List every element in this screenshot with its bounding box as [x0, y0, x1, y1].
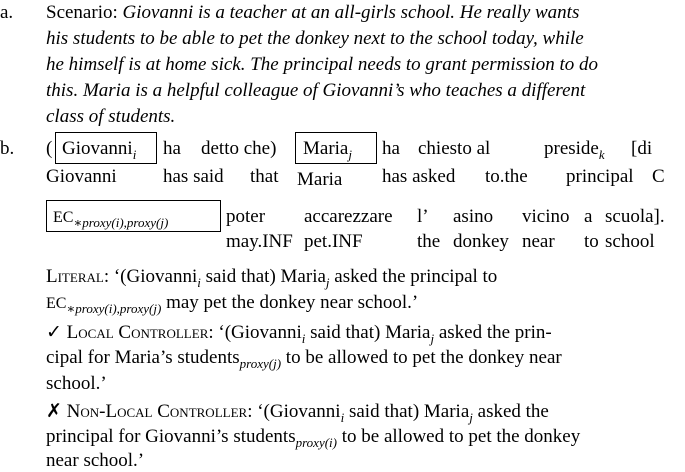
nonlocal-label: Non-Local Controller: [66, 401, 248, 422]
word-ha-1: ha: [163, 138, 181, 159]
gloss-maria: Maria: [297, 169, 343, 190]
nonlocal-line-2: principal for Giovanni’s students$_{proxy(i)}$ to be allowed to pet the donkey: [46, 426, 581, 450]
literal-line-2: $EC_{∗proxy(i),proxy(j)}$ may pet the donkey near school.’: [46, 292, 419, 316]
gloss-has-asked: has asked: [382, 166, 456, 187]
word-l: l’: [417, 206, 429, 227]
scenario-label: Scenario:: [46, 2, 118, 23]
word-scuola: scuola].: [605, 206, 665, 227]
scenario-line-3: he himself is at home sick. The principal needs to grant permission to do: [46, 54, 599, 75]
scenario-line-2: his students to be able to pet the donkey next to the school today, while: [46, 28, 584, 49]
cross-icon: ✗: [46, 401, 62, 422]
item-b-marker: b.: [0, 138, 15, 159]
word-a: a: [584, 206, 593, 227]
nonlocal-line-1: ✗ Non-Local Controller: ‘(Giovanni$_i$ said that) Maria$_j$ asked the: [46, 401, 549, 425]
gloss-near: near: [522, 231, 555, 252]
word-maria: Maria$_j$: [303, 138, 352, 162]
word-poter: poter: [226, 206, 266, 227]
gloss-pet-inf: pet.INF: [304, 231, 363, 252]
gloss-has-said: has said: [163, 166, 224, 187]
scenario-line-4: this. Maria is a helpful colleague of Giovanni’s who teaches a different: [46, 80, 586, 101]
scenario-line-5: class of students.: [46, 106, 176, 127]
gloss-to: to: [584, 231, 599, 252]
scenario-text-1: Giovanni is a teacher at an all-girls school. He really wants: [122, 2, 580, 23]
local-label: Local Controller: [66, 322, 209, 343]
word-preside: preside$_k$: [544, 138, 605, 162]
gloss-school: school: [605, 231, 655, 252]
word-ha-2: ha: [382, 138, 400, 159]
gloss-principal: principal: [566, 166, 634, 187]
word-vicino: vicino: [522, 206, 570, 227]
checkmark-icon: ✓: [46, 322, 62, 343]
word-di: [di: [631, 138, 653, 159]
gloss-giovanni: Giovanni: [46, 166, 117, 187]
ec-element: $EC_{∗proxy(i),proxy(j)}$: [53, 209, 169, 230]
word-accarezzare: accarezzare: [304, 206, 393, 227]
open-paren: (: [46, 138, 53, 159]
gloss-donkey: donkey: [453, 231, 509, 252]
local-line-3: school.’: [46, 373, 107, 394]
word-chiesto-al: chiesto al: [418, 138, 491, 159]
gloss-c: C: [652, 166, 665, 187]
word-asino: asino: [453, 206, 494, 227]
gloss-may-inf: may.INF: [226, 231, 293, 252]
literal-line-1: Literal: ‘(Giovanni$_i$ said that) Maria$_j$ asked the principal to: [46, 266, 498, 290]
nonlocal-line-3: near school.’: [46, 450, 145, 471]
scenario-line-1: [46, 1, 579, 24]
word-detto-che: detto che): [201, 138, 277, 159]
gloss-that: that: [250, 166, 279, 187]
gloss-to-the: to.the: [485, 166, 528, 187]
word-giovanni: Giovanni$_i$: [62, 138, 137, 162]
literal-label: Literal: [46, 266, 104, 287]
local-line-1: ✓ Local Controller: ‘(Giovanni$_i$ said that) Maria$_j$ asked the prin-: [46, 322, 552, 346]
item-a-marker: a.: [0, 2, 14, 23]
gloss-the: the: [417, 231, 441, 252]
local-line-2: cipal for Maria’s students$_{proxy(j)}$ to be allowed to pet the donkey near: [46, 347, 562, 371]
